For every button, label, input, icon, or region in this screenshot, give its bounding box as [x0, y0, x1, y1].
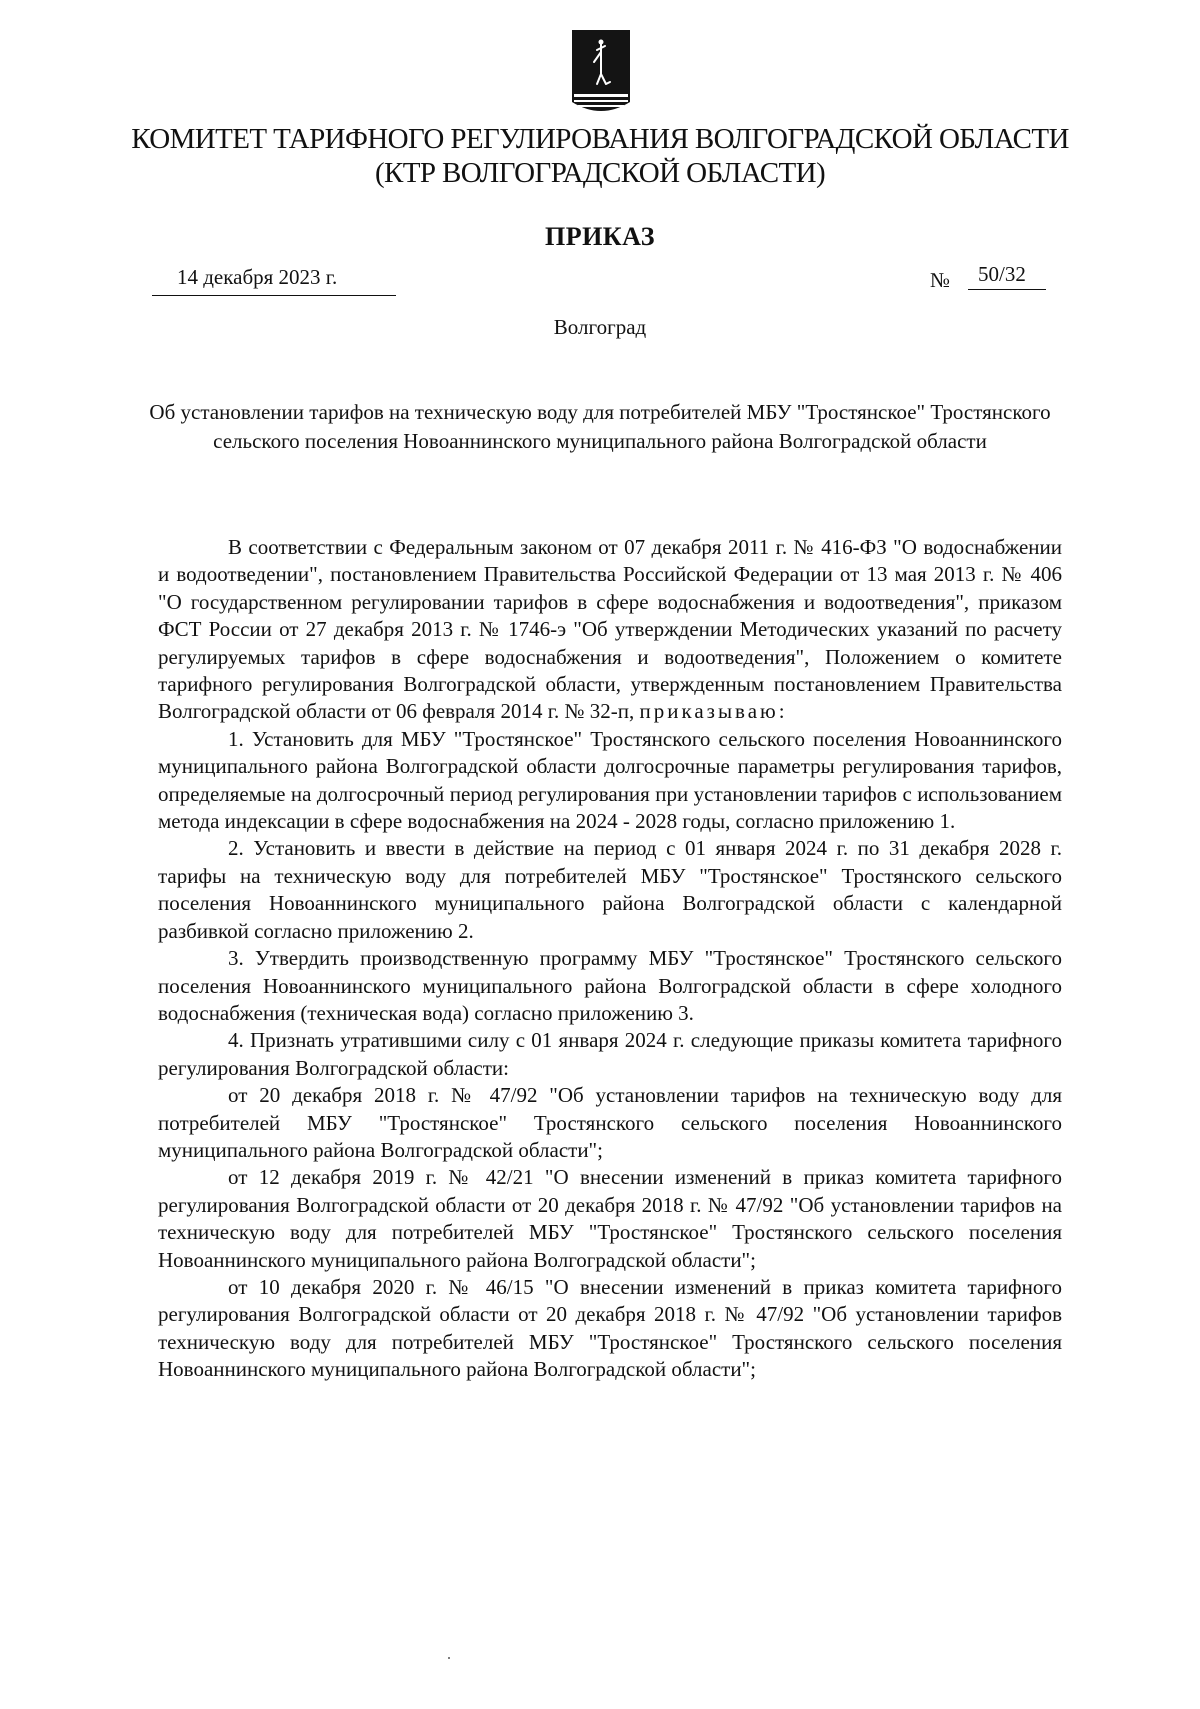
preamble-text: В соответствии с Федеральным законом от 07 декабря 2011 г. № 416-ФЗ "О водоснабжении и водоотведении", постановлением Правительства Российской Федерации от 13 мая 2013 г. № 406 "О государственном регулировании тарифов в сфере водоснабжения и водоотведения", приказом ФСТ России от 27 декабря 2013 г. № 1746-э "Об утверждении Методических указаний по расчету регулируемых тарифов в сфере водоснабжения и водоотведения", Положением о комитете тарифного регулирования Волгоградской области, утвержденным постановлением Правительства Волгоградской области от 06 февраля 2014 г. № 32-п,: [158, 535, 1062, 724]
item-4: 4. Признать утратившими силу с 01 января 2024 г. следующие приказы комитета тарифного регулирования Волгоградской области:: [158, 1028, 1062, 1080]
repealed-order-1: от 20 декабря 2018 г. № 47/92 "Об установлении тарифов на техническую воду для потребителей МБУ "Тростянское" Тростянского сельского поселения Новоаннинского муниципального района Волгоградской области";: [158, 1083, 1062, 1162]
order-subject: Об установлении тарифов на техническую воду для потребителей МБУ "Тростянское" Тростянского сельского поселения Новоаннинского муниципального района Волгоградской области: [149, 400, 1051, 453]
document-number: 50/32: [968, 262, 1046, 290]
document-type: ПРИКАЗ: [544, 222, 656, 251]
item-3: 3. Утвердить производственную программу МБУ "Тростянское" Тростянского сельского поселения Новоаннинского муниципального района Волгоградской области в сфере холодного водоснабжения (техническая вода) согласно приложению 3.: [158, 946, 1062, 1025]
org-name-line2: (КТР ВОЛГОГРАДСКОЙ ОБЛАСТИ): [374, 157, 826, 189]
order-word: приказываю:: [639, 699, 788, 724]
city: Волгоград: [553, 315, 647, 339]
preamble-paragraph: [158, 534, 1062, 726]
item-2: 2. Установить и ввести в действие на период с 01 января 2024 г. по 31 декабря 2028 г. тарифы на техническую воду для потребителей МБУ "Тростянское" Тростянского сельского поселения Новоаннинского муниципального района Волгоградской области с календарной разбивкой согласно приложению 2.: [158, 836, 1062, 943]
repealed-order-3: от 10 декабря 2020 г. № 46/15 "О внесении изменений в приказ комитета тарифного регулирования Волгоградской области от 20 декабря 2018 г. № 47/92 "Об установлении тарифов техническую воду для потребителей МБУ "Тростянское" Тростянского сельского поселения Новоаннинского муниципального района Волгоградской области";: [158, 1274, 1062, 1382]
org-name-line1: КОМИТЕТ ТАРИФНОГО РЕГУЛИРОВАНИЯ ВОЛГОГРАДСКОЙ ОБЛАСТИ: [131, 123, 1069, 155]
volgograd-coat-of-arms-icon: [570, 28, 632, 128]
number-sign: №: [930, 268, 951, 292]
document-date: 14 декабря 2023 г.: [177, 265, 338, 289]
scan-speck: [448, 1657, 450, 1659]
item-1: 1. Установить для МБУ "Тростянское" Тростянского сельского поселения Новоаннинского муниципального района Волгоградской области долгосрочные параметры регулирования тарифов, определяемые на долгосрочный период регулирования при установлении тарифов с использованием метода индексации в сфере водоснабжения на 2024 - 2028 годы, согласно приложению 1.: [158, 726, 1062, 834]
order-body: [158, 534, 1062, 1384]
document-number-field: [930, 262, 1046, 294]
repealed-order-2: от 12 декабря 2019 г. № 42/21 "О внесении изменений в приказ комитета тарифного регулирования Волгоградской области от 20 декабря 2018 г. № 47/92 "Об установлении тарифов на техническую воду для потребителей МБУ "Тростянское" Тростянского сельского поселения Новоаннинского муниципального района Волгоградской области";: [158, 1165, 1062, 1272]
document-date-field: [152, 263, 396, 296]
